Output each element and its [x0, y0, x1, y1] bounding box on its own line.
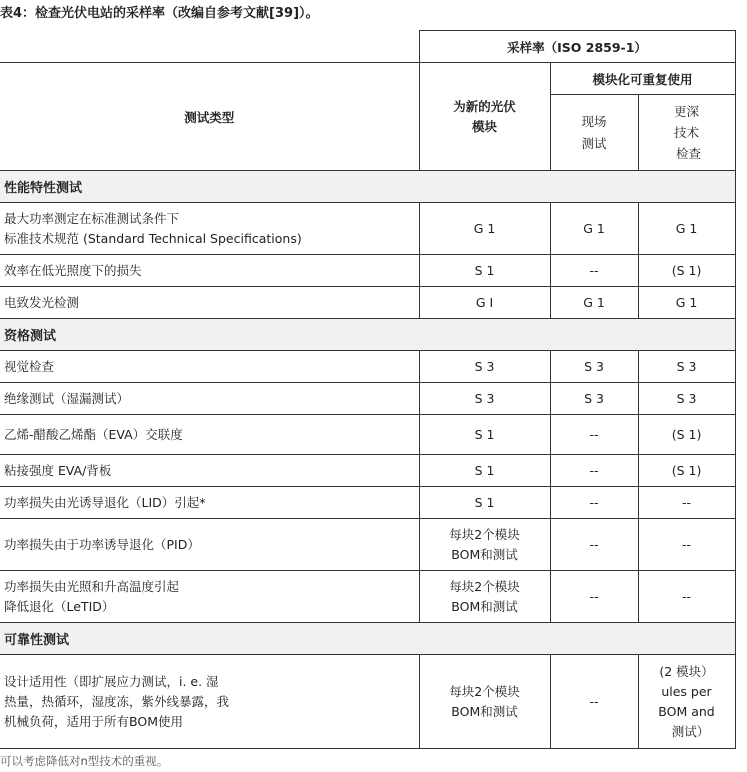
deeper-inspection-cell — [638, 383, 735, 415]
test-name-cell — [0, 287, 419, 319]
deeper-inspection-line: (S 1) — [671, 262, 702, 278]
field-test-cell: -- — [550, 571, 638, 623]
header-sampling-rate: 采样率（ISO 2859-1） — [419, 31, 735, 63]
section-title: 资格测试 — [0, 319, 735, 351]
header-deeper-inspection — [638, 95, 735, 171]
table-row — [0, 203, 735, 255]
new-modules-line: S 1 — [474, 494, 495, 510]
table-row — [0, 351, 735, 383]
section-header-row — [0, 623, 735, 655]
deeper-inspection-line: G 1 — [675, 220, 698, 236]
table-row — [0, 487, 735, 519]
header-deep-line: 更深 — [674, 103, 700, 119]
new-modules-line: 每块2个模块 — [449, 578, 520, 594]
field-test-cell: S 3 — [550, 351, 638, 383]
deeper-inspection-cell — [638, 287, 735, 319]
test-name-line: 乙烯-醋酸乙烯酯（EVA）交联度 — [4, 426, 183, 442]
sampling-rate-table — [0, 30, 736, 749]
new-modules-line: S 3 — [474, 358, 495, 374]
new-modules-cell — [419, 203, 550, 255]
header-field-line: 测试 — [581, 135, 607, 151]
header-deep-line: 检查 — [672, 146, 701, 162]
test-name-line: 功率损失由光诱导退化（LID）引起* — [4, 494, 206, 510]
section-title: 可靠性测试 — [0, 623, 735, 655]
header-blank — [0, 31, 419, 63]
new-modules-cell — [419, 351, 550, 383]
deeper-inspection-cell — [638, 571, 735, 623]
test-name-cell — [0, 255, 419, 287]
new-modules-line: G 1 — [473, 220, 496, 236]
deeper-inspection-line: 测试） — [663, 723, 710, 739]
deeper-inspection-line: (S 1) — [671, 426, 702, 442]
deeper-inspection-cell — [638, 655, 735, 749]
deeper-inspection-cell — [638, 455, 735, 487]
deeper-inspection-line: S 3 — [676, 358, 697, 374]
header-test-type: 测试类型 — [0, 63, 419, 171]
new-modules-cell — [419, 255, 550, 287]
deeper-inspection-line: (S 1) — [671, 462, 702, 478]
table-row — [0, 455, 735, 487]
table-row — [0, 287, 735, 319]
header-reusable-modules: 模块化可重复使用 — [550, 63, 735, 95]
table-row — [0, 571, 735, 623]
header-new-pv-line: 为新的光伏 — [453, 98, 516, 114]
new-modules-cell — [419, 287, 550, 319]
deeper-inspection-line: -- — [682, 494, 692, 510]
new-modules-cell — [419, 455, 550, 487]
new-modules-cell — [419, 487, 550, 519]
deeper-inspection-line: ules per — [661, 683, 712, 699]
test-name-cell — [0, 415, 419, 455]
test-name-cell — [0, 655, 419, 749]
test-name-line: 机械负荷，适用于所有BOM使用 — [4, 713, 183, 729]
test-name-line: 粘接强度 EVA/背板 — [4, 462, 112, 478]
field-test-cell: -- — [550, 455, 638, 487]
header-new-pv-line: 模块 — [471, 118, 497, 134]
table-row — [0, 255, 735, 287]
test-name-cell — [0, 203, 419, 255]
new-modules-line: 每块2个模块 — [449, 526, 520, 542]
new-modules-line: S 1 — [474, 262, 495, 278]
new-modules-line: 每块2个模块 — [449, 683, 520, 699]
header-field-line: 现场 — [581, 114, 607, 130]
header-new-pv-modules — [419, 63, 550, 171]
table-body — [0, 171, 735, 749]
header-field-test — [550, 95, 638, 171]
new-modules-line: BOM和测试 — [451, 703, 518, 719]
test-name-line: 降低退化（LeTID） — [4, 598, 115, 614]
deeper-inspection-cell — [638, 255, 735, 287]
test-name-cell — [0, 487, 419, 519]
new-modules-cell — [419, 571, 550, 623]
new-modules-line: BOM和测试 — [451, 546, 518, 562]
table-caption: 表4：检查光伏电站的采样率（改编自参考文献[39]）。 — [0, 6, 319, 21]
deeper-inspection-cell — [638, 519, 735, 571]
new-modules-cell — [419, 519, 550, 571]
new-modules-cell — [419, 415, 550, 455]
deeper-inspection-line: G 1 — [675, 294, 698, 310]
test-name-line: 效率在低光照度下的损失 — [4, 262, 142, 278]
new-modules-line: G I — [475, 294, 494, 310]
section-header-row — [0, 171, 735, 203]
test-name-line: 热量，热循环，湿度冻，紫外线暴露，我 — [4, 693, 230, 709]
deeper-inspection-line: (2 模块） — [659, 663, 714, 679]
test-name-line: 视觉检查 — [4, 358, 55, 374]
new-modules-cell — [419, 655, 550, 749]
deeper-inspection-line: -- — [682, 536, 692, 552]
test-name-cell — [0, 455, 419, 487]
field-test-cell: -- — [550, 255, 638, 287]
deeper-inspection-line: -- — [682, 588, 692, 604]
section-title: 性能特性测试 — [0, 171, 735, 203]
field-test-cell: S 3 — [550, 383, 638, 415]
deeper-inspection-cell — [638, 203, 735, 255]
test-name-line: 设计适用性（即扩展应力测试，i. e. 湿 — [4, 673, 219, 689]
field-test-cell: G 1 — [550, 203, 638, 255]
table-row — [0, 655, 735, 749]
test-name-cell — [0, 571, 419, 623]
test-name-line: 绝缘测试（湿漏测试） — [4, 390, 130, 406]
table-row — [0, 415, 735, 455]
field-test-cell: -- — [550, 519, 638, 571]
deeper-inspection-line: S 3 — [676, 390, 697, 406]
test-name-cell — [0, 351, 419, 383]
new-modules-line: S 1 — [474, 462, 495, 478]
new-modules-cell — [419, 383, 550, 415]
test-name-cell — [0, 519, 419, 571]
deeper-inspection-cell — [638, 415, 735, 455]
field-test-cell: G 1 — [550, 287, 638, 319]
section-header-row — [0, 319, 735, 351]
test-name-line: 功率损失由光照和升高温度引起 — [4, 578, 180, 594]
test-name-line: 最大功率测定在标准测试条件下 — [4, 210, 180, 226]
table-row — [0, 519, 735, 571]
test-name-line: 标准技术规范 (Standard Technical Specifications) — [4, 230, 302, 246]
header-deep-line: 技术 — [674, 124, 700, 140]
table-footnote: 可以考虑降低对n型技术的重视。 — [0, 754, 169, 768]
new-modules-line: S 1 — [474, 426, 495, 442]
test-name-line: 电致发光检测 — [4, 294, 80, 310]
test-name-line: 功率损失由于功率诱导退化（PID） — [4, 536, 200, 552]
field-test-cell: -- — [550, 415, 638, 455]
deeper-inspection-cell — [638, 351, 735, 383]
deeper-inspection-cell — [638, 487, 735, 519]
table-row — [0, 383, 735, 415]
field-test-cell: -- — [550, 655, 638, 749]
deeper-inspection-line: BOM and — [658, 703, 715, 719]
field-test-cell: -- — [550, 487, 638, 519]
new-modules-line: S 3 — [474, 390, 495, 406]
new-modules-line: BOM和测试 — [451, 598, 518, 614]
test-name-cell — [0, 383, 419, 415]
